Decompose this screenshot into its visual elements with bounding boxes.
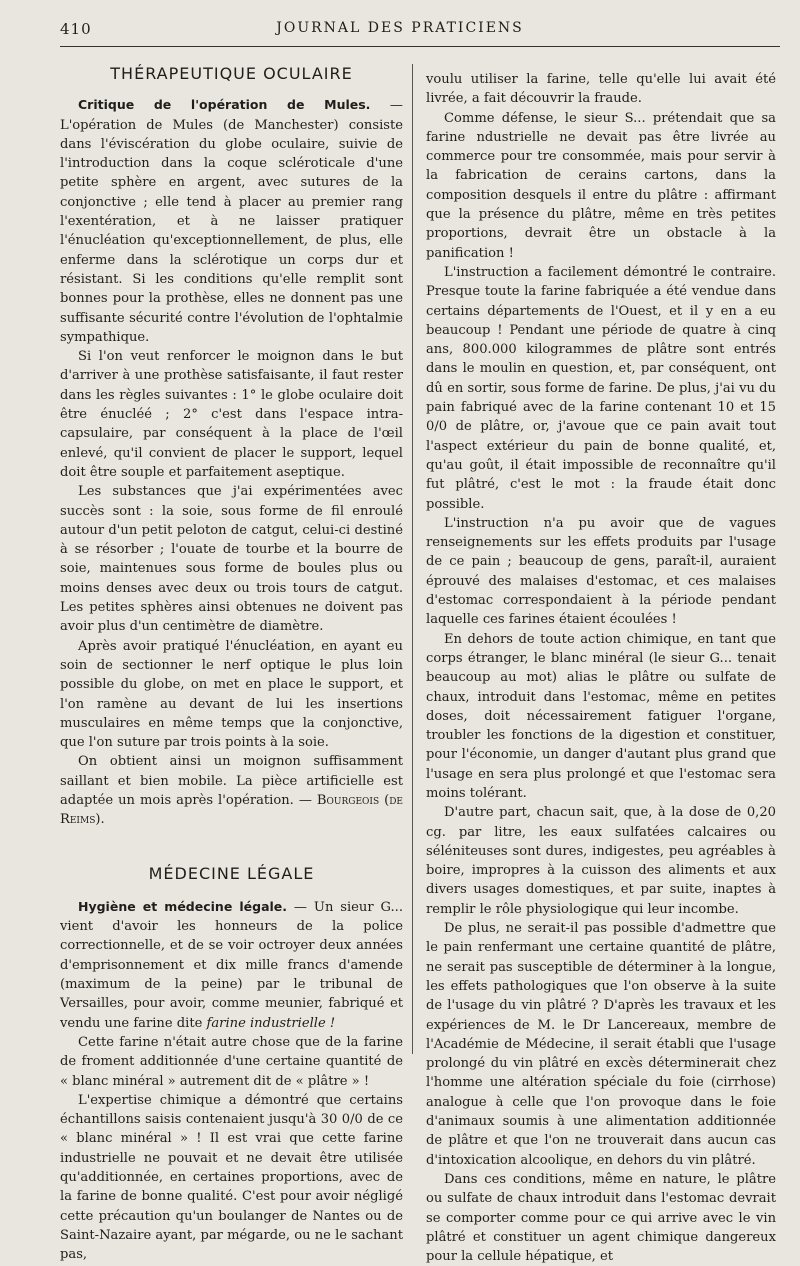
article-lead: Critique de l'opération de Mules. <box>78 97 371 113</box>
paragraph: Hygiène et médecine légale. — Un sieur G... vient d'avoir les honneurs de la police correctionnelle, et de se voir octroyer deux années d'emprisonnement et dix mille francs d'amende (maximum de la peine) par le tribunal de Versailles, pour avoir, comme meunier, fabriqué et vendu une farine dite farine industrielle ! <box>60 898 403 1031</box>
journal-title: JOURNAL DES PRATICIENS <box>276 20 524 36</box>
author-signature: Bourgeois (de Reims). <box>60 792 403 828</box>
column-divider <box>412 64 413 1054</box>
right-column <box>426 70 776 1266</box>
paragraph: Après avoir pratiqué l'énucléation, en ayant eu soin de sectionner le nerf optique le plus loin possible du globe, on met en place le support, et l'on ramène au devant de lui les insertions musculaires en même temps que la conjonctive, que l'on suture par trois points à la soie. <box>60 638 403 751</box>
paragraph: On obtient ainsi un moignon suffisamment saillant et bien mobile. La pièce artificielle est adaptée un mois après l'opération. — Bourgeois (de Reims). <box>60 754 403 828</box>
left-column <box>60 64 403 1265</box>
paragraph: L'expertise chimique a démontré que certains échantillons saisis contenaient jusqu'à 30 0/0 de ce « blanc minéral » ! Il est vrai que cette farine industrielle ne pouvait et ne devait être utilisée qu'additionnée, en certaines proportions, avec de la farine de bonne qualité. C'est pour avoir négligé cette précaution qu'un boulanger de Nantes ou de Saint-Nazaire ayant, par mégarde, ou ne le sachant pas, <box>60 1092 403 1263</box>
paragraph: Si l'on veut renforcer le moignon dans le but d'arriver à une prothèse satisfaisante, il faut rester dans les règles suivantes : 1° le globe oculaire doit être énucléé ; 2° c'est dans l'espace intra-capsulaire, par conséquent à la place de l'œil enlevé, qu'il convient de placer le support, lequel doit être souple et parfaitement aseptique. <box>60 349 403 480</box>
paragraph: Cette farine n'était autre chose que de la farine de froment additionnée d'une certaine quantité de « blanc minéral » autrement dit de « plâtre » ! <box>60 1034 403 1089</box>
paragraph: D'autre part, chacun sait, que, à la dose de 0,20 cg. par litre, les eaux sulfatées calcaires ou séléniteuses sont dures, indigestes, peu agréables à boire, impropres à la cuisson des aliments et aux divers usages domestiques, et par suite, inaptes à remplir le rôle physiologique qui leur incombe. <box>426 805 776 917</box>
header-rule <box>60 46 780 47</box>
paragraph: Comme défense, le sieur S... prétendait que sa farine ndustrielle ne devait pas être livrée au commerce pour tre consommée, mais pour servir à la fabrication de cerains cartons, dans la composition desquels il entre du plâtre : affirmant que la présence du plâtre, même en très petites proportions, devrait être un obstacle à la panification ! <box>426 110 776 261</box>
paragraph: De plus, ne serait-il pas possible d'admettre que le pain renfermant une certaine quantité de plâtre, ne serait pas susceptible de déterminer à la longue, les effets pathologiques que l'on observe à la suite de l'usage du vin plâtré ? D'après les travaux et les expériences de M. le Dr Lancereaux, membre de l'Académie de Médecine, il serait établi que l'usage prolongé du vin plâtré en excès déterminerait chez l'homme une altération spéciale du foie (cirrhose) analogue à celle que l'on provoque dans le foie d'animaux soumis à une alimentation additionnée de plâtre et que l'on ne trouverait dans aucun cas d'intoxication alcoolique, en dehors du vin plâtré. <box>426 921 776 1168</box>
paragraph: L'instruction n'a pu avoir que de vagues renseignements sur les effets produits par l'usage de ce pain ; beaucoup de gens, paraît-il, auraient éprouvé des malaises d'estomac, et ces malaises d'estomac correspondaient à la période pendant laquelle ces farines étaient écoulées ! <box>426 515 776 628</box>
article-lead: Hygiène et médecine légale. <box>78 898 288 914</box>
paragraph: Critique de l'opération de Mules. — L'opération de Mules (de Manchester) consiste dans l'éviscération du globe oculaire, suivie de l'introduction dans la coque scléroticale d'une petite sphère en argent, avec sutures de la conjonctive ; elle tend à placer au premier rang l'exentération, et à ne laisser pratiquer l'énucléation qu'exceptionnellement, de plus, elle enferme dans la sclérotique un corps dur et résistant. Si les conditions qu'elle remplit sont bonnes pour la prothèse, elles ne donnent pas une suffisante sécurité contre l'évolution de l'ophtalmie sympathique. <box>60 97 403 345</box>
paragraph: En dehors de toute action chimique, en tant que corps étranger, le blanc minéral (le sieur G... tenait beaucoup au mot) alias le plâtre ou sulfate de chaux, introduit dans l'estomac, même en petites doses, doit nécessairement fatiguer l'organe, troubler les fonctions de la digestion et constituer, pour l'économie, un danger d'autant plus grand que l'usage en sera plus prolongé et que l'estomac sera moins tolérant. <box>426 631 776 801</box>
page-header <box>0 0 800 48</box>
section-title-therapeutique: THÉRAPEUTIQUE OCULAIRE <box>110 64 353 83</box>
paragraph: L'instruction a facilement démontré le contraire. Presque toute la farine fabriquée a été vendue dans certains départements de l'Ouest, et il y en a eu beaucoup ! Pendant une période de quatre à cinq ans, 800.000 kilogrammes de plâtre sont entrés dans le moulin en question, et, par conséquent, ont dû en sortir, sous forme de farine. De plus, j'ai vu du pain fabriqué avec de la farine contenant 10 et 15 0/0 de plâtre, or, j'avoue que ce pain avait tout l'aspect extérieur du pain de bonne qualité, et, qu'au goût, il était impossible de reconnaître qu'il fut plâtré, c'est le mot : la fraude était donc possible. <box>426 264 776 512</box>
section-title-medecine-legale: MÉDECINE LÉGALE <box>148 863 315 883</box>
page-number: 410 <box>60 20 92 38</box>
paragraph: voulu utiliser la farine, telle qu'elle lui avait été livrée, a fait découvrir la fraude. <box>426 72 776 107</box>
paragraph: Les substances que j'ai expérimentées avec succès sont : la soie, sous forme de fil enroulé autour d'un petit peloton de catgut, celui-ci destiné à se résorber ; l'ouate de tourbe et la bourre de soie, maintenues sous forme de boules plus ou moins denses avec deux ou trois tours de catgut. Les petites sphères ainsi obtenues ne doivent pas avoir plus d'un centimètre de diamètre. <box>60 484 403 635</box>
paragraph: Dans ces conditions, même en nature, le plâtre ou sulfate de chaux introduit dans l'estomac devrait se comporter comme pour ce qui arrive avec le vin plâtré et constituer un agent chimique dangereux pour la cellule hépatique, et <box>426 1171 776 1265</box>
